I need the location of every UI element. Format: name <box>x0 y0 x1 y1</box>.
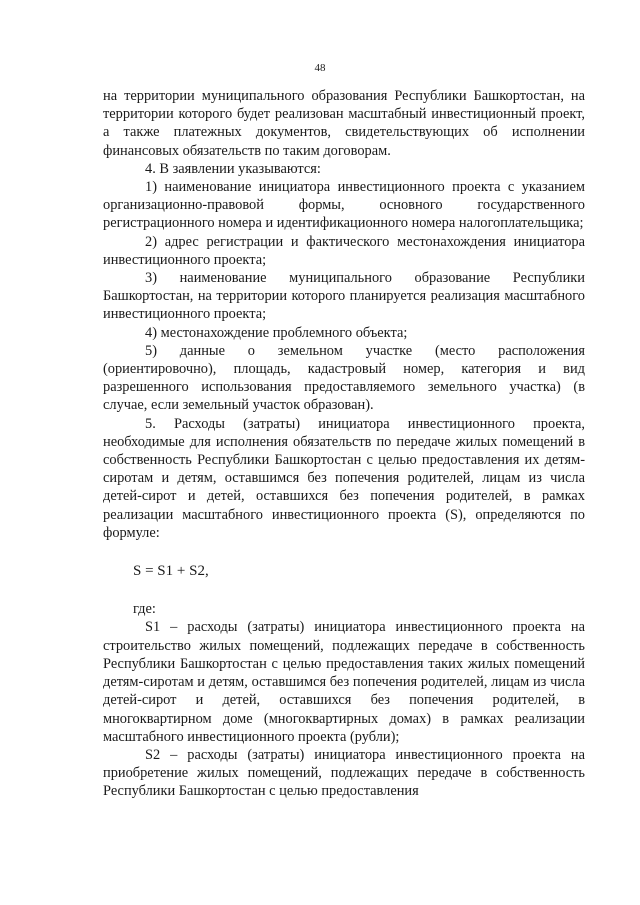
formula: S = S1 + S2, <box>133 563 209 580</box>
document-body <box>103 87 585 801</box>
paragraph-item-1: 1) наименование инициатора инвестиционного проекта с указанием организационно-правовой формы, основного государственного регистрационного номера и идентификационного номера налогоплательщика; <box>103 179 585 232</box>
paragraph-section-5: 5. Расходы (затраты) инициатора инвестиционного проекта, необходимые для исполнения обязательств по передаче жилых помещений в собственность Республики Башкортостан с целью предоставления их детям-сиротам и детям, оставшимся без попечения родителей, лицам из числа детей-сирот и детей, оставшихся без попечения родителей, в рамках реализации масштабного инвестиционного проекта (S), определяются по формуле: <box>103 415 585 541</box>
paragraph-item-3: 3) наименование муниципального образование Республики Башкортостан, на территории которого планируется реализация масштабного инвестиционного проекта; <box>103 270 585 323</box>
paragraph-continuation: на территории муниципального образования Республики Башкортостан, на территории которого будет реализован масштабный инвестиционный проект, а также платежных документов, свидетельствующих об исполнении финансовых обязательств по таким договорам. <box>103 88 585 159</box>
definition-s1: S1 – расходы (затраты) инициатора инвестиционного проекта на строительство жилых помещений, подлежащих передаче в собственность Республики Башкортостан с целью предоставления таких жилых помещений детям-сиротам и детям, оставшимся без попечения родителей, лицам из числа детей-сирот и детей, оставшихся без попечения родителей, в многоквартирном доме (многоквартирных домах) в рамках реализации масштабного инвестиционного проекта (рубли); <box>103 619 585 745</box>
paragraph-item-5: 5) данные о земельном участке (место расположения (ориентировочно), площадь, кадастровый номер, категория и вид разрешенного использования предоставляемого земельного участка) (в случае, если земельный участок образован). <box>103 342 585 414</box>
definition-s2: S2 – расходы (затраты) инициатора инвестиционного проекта на приобретение жилых помещений, подлежащих передаче в собственность Республики Башкортостан с целью предоставления <box>103 746 585 800</box>
paragraph-item-2: 2) адрес регистрации и фактического местонахождения инициатора инвестиционного проекта; <box>103 233 585 268</box>
where-label: где: <box>133 601 156 618</box>
page-number: 48 <box>314 62 326 74</box>
paragraph-item-4: 4) местонахождение проблемного объекта; <box>145 324 408 341</box>
paragraph-section-4-heading: 4. В заявлении указываются: <box>145 160 321 177</box>
